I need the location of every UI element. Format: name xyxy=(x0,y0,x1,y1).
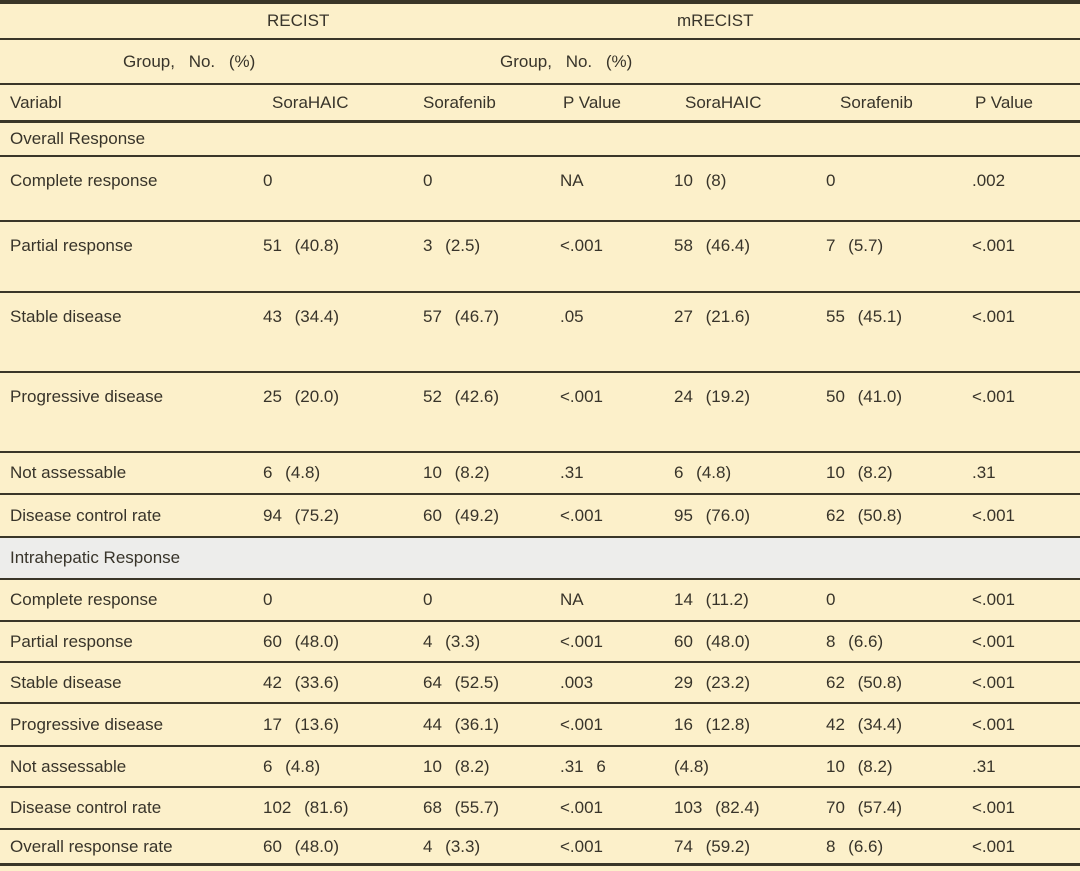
cell: <.001 xyxy=(972,505,1016,525)
row-label: Progressive disease xyxy=(10,714,164,734)
cell: 16 (12.8) xyxy=(674,714,751,734)
cell: 44 (36.1) xyxy=(423,714,500,734)
column-header-pvalue-recist: P Value xyxy=(563,92,621,112)
cell: <.001 xyxy=(972,631,1016,651)
cell: 0 xyxy=(423,171,433,190)
cell: <.001 xyxy=(972,236,1016,255)
cell: 8 (6.6) xyxy=(826,631,884,651)
cell: <.001 xyxy=(972,714,1016,734)
row-label: Stable disease xyxy=(10,672,122,692)
cell: 0 xyxy=(423,590,433,609)
cell: <.001 xyxy=(560,631,604,651)
column-header-sorahaic-mrecist: SoraHAIC xyxy=(685,92,762,112)
group-header-right: Group, No. (%) xyxy=(500,51,633,71)
cell: 55 (45.1) xyxy=(826,307,903,326)
cell: 7 (5.7) xyxy=(826,236,884,255)
cell: 6 (4.8) xyxy=(263,756,321,776)
cell: 25 (20.0) xyxy=(263,387,340,406)
cell: 62 (50.8) xyxy=(826,505,903,525)
column-header-row xyxy=(0,85,1080,123)
cell: NA xyxy=(560,590,584,609)
cell: 10 (8) xyxy=(674,171,727,190)
cell: 74 (59.2) xyxy=(674,836,751,856)
cell: 103 (82.4) xyxy=(674,798,760,817)
cell: <.001 xyxy=(972,307,1016,326)
cell: 42 (33.6) xyxy=(263,672,340,692)
cell: 6 (4.8) xyxy=(263,463,321,482)
cell: <.001 xyxy=(560,236,604,255)
table-row xyxy=(0,704,1080,747)
row-label: Stable disease xyxy=(10,307,122,326)
cell: 0 xyxy=(826,171,836,190)
cell: 42 (34.4) xyxy=(826,714,903,734)
span-header-row xyxy=(0,4,1080,40)
cell: 10 (8.2) xyxy=(826,463,893,482)
cell: 8 (6.6) xyxy=(826,836,884,856)
section-title: Overall Response xyxy=(10,129,146,148)
row-label: Progressive disease xyxy=(10,387,164,406)
cell: <.001 xyxy=(972,836,1016,856)
cell: 52 (42.6) xyxy=(423,387,500,406)
cell: 60 (49.2) xyxy=(423,505,500,525)
cell: 3 (2.5) xyxy=(423,236,481,255)
row-label: Disease control rate xyxy=(10,505,162,525)
row-label: Complete response xyxy=(10,590,158,609)
cell: <.001 xyxy=(972,590,1016,609)
table-row xyxy=(0,495,1080,538)
cell: .05 xyxy=(560,307,584,326)
column-header-sorahaic-recist: SoraHAIC xyxy=(272,92,349,112)
cell: 60 (48.0) xyxy=(263,836,340,856)
cell: 10 (8.2) xyxy=(826,756,893,776)
cell: 10 (8.2) xyxy=(423,756,490,776)
cell: 95 (76.0) xyxy=(674,505,751,525)
row-label: Overall response rate xyxy=(10,836,173,856)
cell: 50 (41.0) xyxy=(826,387,903,406)
group-header-left: Group, No. (%) xyxy=(123,51,256,71)
cell: <.001 xyxy=(560,714,604,734)
cell: .31 xyxy=(972,756,996,776)
cell: 51 (40.8) xyxy=(263,236,340,255)
row-label: Partial response xyxy=(10,631,133,651)
cell: 58 (46.4) xyxy=(674,236,751,255)
table-row xyxy=(0,830,1080,866)
cell: 43 (34.4) xyxy=(263,307,340,326)
cell: (4.8) xyxy=(674,756,709,776)
cell: .31 xyxy=(972,463,996,482)
group-header-row xyxy=(0,40,1080,85)
row-label: Not assessable xyxy=(10,756,127,776)
column-header-sorafenib-mrecist: Sorafenib xyxy=(840,92,913,112)
table-row xyxy=(0,373,1080,453)
cell: <.001 xyxy=(972,798,1016,817)
table-row xyxy=(0,222,1080,293)
table-row xyxy=(0,747,1080,788)
section-header-overall-response xyxy=(0,123,1080,157)
cell: 6 (4.8) xyxy=(674,463,732,482)
row-label: Partial response xyxy=(10,236,133,255)
cell: 27 (21.6) xyxy=(674,307,751,326)
cell: NA xyxy=(560,171,584,190)
cell: 62 (50.8) xyxy=(826,672,903,692)
table-row xyxy=(0,580,1080,622)
cell: <.001 xyxy=(560,798,604,817)
cell: 57 (46.7) xyxy=(423,307,500,326)
cell: 0 xyxy=(826,590,836,609)
table-row xyxy=(0,622,1080,663)
recist-header: RECIST xyxy=(267,11,330,30)
cell: 4 (3.3) xyxy=(423,836,481,856)
column-header-variable: Variabl xyxy=(10,92,62,112)
cell: 10 (8.2) xyxy=(423,463,490,482)
cell: <.001 xyxy=(560,387,604,406)
cell: .002 xyxy=(972,171,1006,190)
cell: 0 xyxy=(263,590,273,609)
cell: 60 (48.0) xyxy=(263,631,340,651)
table-row xyxy=(0,788,1080,830)
cell: 102 (81.6) xyxy=(263,798,349,817)
table-row xyxy=(0,663,1080,704)
cell: .003 xyxy=(560,672,594,692)
row-label: Complete response xyxy=(10,171,158,190)
cell: 64 (52.5) xyxy=(423,672,500,692)
row-label: Not assessable xyxy=(10,463,127,482)
section-header-intrahepatic-response xyxy=(0,538,1080,580)
cell: 14 (11.2) xyxy=(674,590,749,609)
column-header-sorafenib-recist: Sorafenib xyxy=(423,92,496,112)
cell: 68 (55.7) xyxy=(423,798,500,817)
mrecist-header: mRECIST xyxy=(677,11,754,30)
table-row xyxy=(0,157,1080,222)
cell: 70 (57.4) xyxy=(826,798,903,817)
cell: 94 (75.2) xyxy=(263,505,340,525)
row-label: Disease control rate xyxy=(10,798,162,817)
cell: 4 (3.3) xyxy=(423,631,481,651)
cell: 29 (23.2) xyxy=(674,672,751,692)
cell: <.001 xyxy=(560,505,604,525)
cell: .31 xyxy=(560,463,584,482)
section-title: Intrahepatic Response xyxy=(10,548,181,567)
cell: 60 (48.0) xyxy=(674,631,751,651)
cell: .31 6 xyxy=(560,756,606,776)
cell: 17 (13.6) xyxy=(263,714,340,734)
cell: <.001 xyxy=(560,836,604,856)
cell: 24 (19.2) xyxy=(674,387,751,406)
column-header-pvalue-mrecist: P Value xyxy=(975,92,1033,112)
table-row xyxy=(0,293,1080,373)
cell: <.001 xyxy=(972,387,1016,406)
cell: 0 xyxy=(263,171,273,190)
table-row xyxy=(0,453,1080,495)
cell: <.001 xyxy=(972,672,1016,692)
